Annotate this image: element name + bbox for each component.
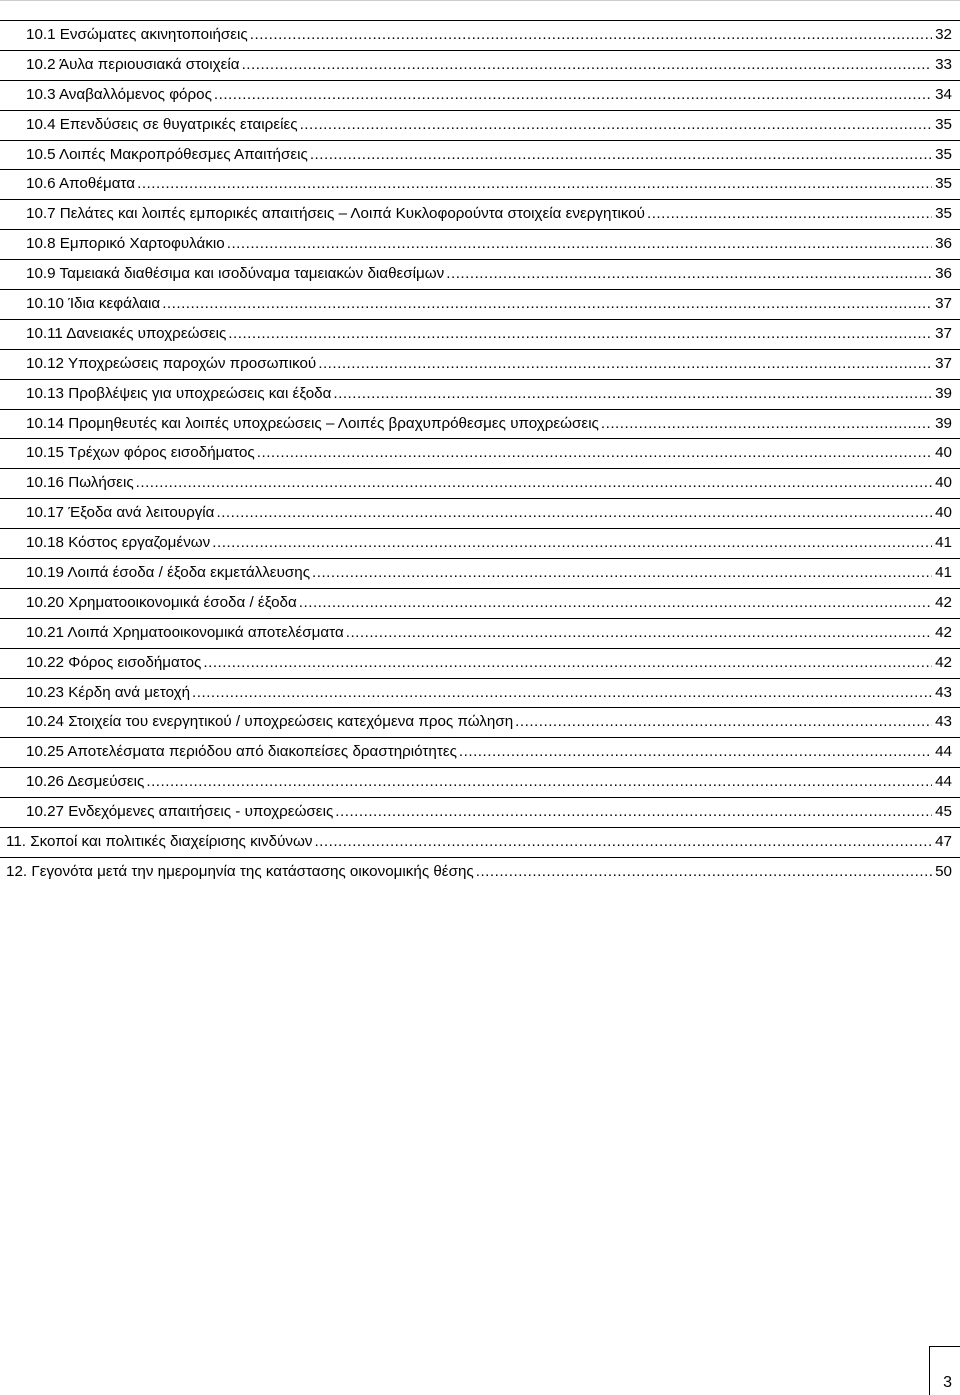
toc-entry-line xyxy=(26,25,952,45)
toc-entry-title[interactable]: 10.14 Προμηθευτές και λοιπές υποχρεώσεις – Λοιπές βραχυπρόθεσμες υποχρεώσεις xyxy=(26,414,599,432)
toc-entry-title[interactable]: 10.13 Προβλέψεις για υποχρεώσεις και έξοδα xyxy=(26,384,332,402)
toc-entry-page[interactable]: 44 xyxy=(935,773,952,791)
toc-entry[interactable] xyxy=(0,169,960,199)
toc-entry-title[interactable]: 10.16 Πωλήσεις xyxy=(26,474,134,492)
toc-dot-leader xyxy=(212,533,932,553)
toc-entry[interactable] xyxy=(0,438,960,468)
toc-entry-title[interactable]: 10.2 Άυλα περιουσιακά στοιχεία xyxy=(26,55,240,73)
toc-entry[interactable] xyxy=(0,319,960,349)
toc-dot-leader xyxy=(318,354,932,374)
toc-entry-title[interactable]: 10.4 Επενδύσεις σε θυγατρικές εταιρείες xyxy=(26,115,298,133)
toc-dot-leader xyxy=(192,683,932,703)
toc-entry-page[interactable]: 34 xyxy=(935,85,952,103)
toc-entry-page[interactable]: 44 xyxy=(935,743,952,761)
toc-entry-line xyxy=(26,294,952,314)
toc-entry[interactable] xyxy=(0,20,960,50)
toc-entry-page[interactable]: 32 xyxy=(935,26,952,43)
toc-dot-leader xyxy=(314,832,932,852)
toc-dot-leader xyxy=(647,204,932,224)
toc-entry-page[interactable]: 36 xyxy=(935,235,952,253)
toc-entry-page[interactable]: 43 xyxy=(935,683,952,701)
toc-entry-line xyxy=(6,832,952,852)
toc-entry-page[interactable]: 39 xyxy=(935,384,952,402)
toc-entry-page[interactable]: 40 xyxy=(935,444,952,462)
toc-entry-page[interactable]: 35 xyxy=(935,175,952,193)
toc-entry[interactable] xyxy=(0,767,960,797)
toc-entry-title[interactable]: 10.6 Αποθέματα xyxy=(26,175,136,193)
toc-entry[interactable] xyxy=(0,528,960,558)
toc-entry[interactable] xyxy=(0,678,960,708)
toc-entry-page[interactable]: 36 xyxy=(935,265,952,283)
toc-entry-page[interactable]: 35 xyxy=(935,145,952,163)
toc-dot-leader xyxy=(257,443,932,463)
toc-entry[interactable] xyxy=(0,229,960,259)
toc-entry-line xyxy=(26,653,952,673)
toc-entry-line xyxy=(26,712,952,732)
toc-entry-line xyxy=(26,623,952,643)
toc-entry-line xyxy=(26,234,952,254)
toc-entry[interactable] xyxy=(0,648,960,678)
toc-entry-line xyxy=(26,55,952,75)
toc-entry[interactable] xyxy=(0,349,960,379)
toc-entry-line xyxy=(26,593,952,613)
toc-entry[interactable] xyxy=(0,80,960,110)
toc-entry[interactable] xyxy=(0,558,960,588)
toc-entry-title[interactable]: 10.11 Δανειακές υποχρεώσεις xyxy=(26,324,227,342)
toc-entry-title[interactable]: 10.21 Λοιπά Χρηματοοικονομικά αποτελέσματα xyxy=(26,623,344,641)
toc-entry-title[interactable]: 10.15 Τρέχων φόρος εισοδήματος xyxy=(26,444,255,462)
toc-entry-title[interactable]: 10.8 Εμπορικό Χαρτοφυλάκιο xyxy=(26,235,225,253)
toc-entry-title[interactable]: 10.22 Φόρος εισοδήματος xyxy=(26,653,202,671)
toc-dot-leader xyxy=(228,324,932,344)
toc-dot-leader xyxy=(162,294,932,314)
toc-entry-title[interactable]: 12. Γεγονότα μετά την ημερομηνία της κατάστασης οικονομικής θέσης xyxy=(6,862,474,880)
toc-entry-page[interactable]: 41 xyxy=(935,534,952,552)
toc-entry-line xyxy=(26,503,952,523)
toc-entry-title[interactable]: 10.1 Ενσώματες ακινητοποιήσεις xyxy=(26,26,248,43)
toc-entry-line xyxy=(26,204,952,224)
toc-entry-page[interactable]: 43 xyxy=(935,713,952,731)
toc-entry-page[interactable]: 35 xyxy=(935,115,952,133)
toc-dot-leader xyxy=(346,623,932,643)
toc-entry-line xyxy=(26,473,952,493)
toc-entry-line xyxy=(26,563,952,583)
toc-dot-leader xyxy=(227,234,932,254)
toc-entry-line xyxy=(26,324,952,344)
toc-entry-page[interactable]: 33 xyxy=(935,55,952,73)
toc-entry-line xyxy=(26,443,952,463)
toc-entry-page[interactable]: 39 xyxy=(935,414,952,432)
toc-dot-leader xyxy=(601,414,932,434)
toc-entry-line xyxy=(26,802,952,822)
toc-entry-line xyxy=(26,354,952,374)
toc-entry-page[interactable]: 41 xyxy=(935,564,952,582)
toc-entry-title[interactable]: 10.10 Ίδια κεφάλαια xyxy=(26,295,161,313)
toc-entry-title[interactable]: 10.26 Δεσμεύσεις xyxy=(26,773,145,791)
toc-entry-title[interactable]: 10.23 Κέρδη ανά μετοχή xyxy=(26,683,191,701)
toc-dot-leader xyxy=(136,473,932,493)
toc-entry[interactable] xyxy=(0,379,960,409)
toc-entry-page[interactable]: 37 xyxy=(935,324,952,342)
footer-rule-vertical xyxy=(929,1346,930,1395)
toc-entry-line xyxy=(26,384,952,404)
toc-entry-title[interactable]: 10.25 Αποτελέσματα περιόδου από διακοπείσες δραστηριότητες xyxy=(26,743,457,761)
toc-entry-title[interactable]: 10.20 Χρηματοοικονομικά έσοδα / έξοδα xyxy=(26,593,297,611)
toc-entry-page[interactable]: 37 xyxy=(935,354,952,372)
toc-entry-line xyxy=(26,145,952,165)
page-top-edge xyxy=(0,0,960,1)
toc-entry-title[interactable]: 10.18 Κόστος εργαζομένων xyxy=(26,534,211,552)
toc-entry-title[interactable]: 10.5 Λοιπές Μακροπρόθεσμες Απαιτήσεις xyxy=(26,145,308,163)
toc-entry-line xyxy=(26,85,952,105)
toc-dot-leader xyxy=(203,653,932,673)
toc-dot-leader xyxy=(515,712,932,732)
toc-entry-page[interactable]: 37 xyxy=(935,295,952,313)
toc-entry[interactable] xyxy=(0,588,960,618)
toc-entry[interactable] xyxy=(0,50,960,80)
toc-entry[interactable] xyxy=(0,199,960,229)
toc-entry-page[interactable]: 47 xyxy=(935,833,952,851)
toc-entry-page[interactable]: 40 xyxy=(935,504,952,522)
toc-entry-title[interactable]: 10.12 Υποχρεώσεις παροχών προσωπικού xyxy=(26,354,317,372)
toc-dot-leader xyxy=(137,174,932,194)
table-of-contents xyxy=(0,20,960,887)
toc-dot-leader xyxy=(476,862,932,882)
toc-entry-title[interactable]: 10.17 Έξοδα ανά λειτουργία xyxy=(26,504,215,522)
toc-entry-line xyxy=(26,742,952,762)
toc-entry-page[interactable]: 50 xyxy=(935,862,952,880)
toc-entry-line xyxy=(26,414,952,434)
toc-dot-leader xyxy=(299,593,932,613)
toc-entry-title[interactable]: 10.9 Ταμειακά διαθέσιμα και ισοδύναμα ταμειακών διαθεσίμων xyxy=(26,265,445,283)
toc-entry[interactable] xyxy=(0,140,960,170)
toc-dot-leader xyxy=(146,772,932,792)
toc-dot-leader xyxy=(214,85,932,105)
toc-entry-page[interactable]: 42 xyxy=(935,623,952,641)
toc-entry-page[interactable]: 42 xyxy=(935,653,952,671)
toc-dot-leader xyxy=(216,503,932,523)
page-number: 3 xyxy=(943,1374,952,1391)
toc-entry[interactable] xyxy=(0,797,960,827)
toc-entry-line xyxy=(26,115,952,135)
toc-dot-leader xyxy=(446,264,932,284)
toc-entry[interactable] xyxy=(0,110,960,140)
toc-entry-line xyxy=(26,174,952,194)
toc-entry-title[interactable]: 10.27 Ενδεχόμενες απαιτήσεις - υποχρεώσεις xyxy=(26,803,334,821)
toc-entry-title[interactable]: 11. Σκοποί και πολιτικές διαχείρισης κινδύνων xyxy=(6,833,313,851)
toc-entry-line xyxy=(6,862,952,882)
toc-entry[interactable] xyxy=(0,737,960,767)
toc-entry-title[interactable]: 10.24 Στοιχεία του ενεργητικού / υποχρεώσεις κατεχόμενα προς πώληση xyxy=(26,713,514,731)
toc-entry-title[interactable]: 10.19 Λοιπά έσοδα / έξοδα εκμετάλλευσης xyxy=(26,564,311,582)
toc-entry[interactable] xyxy=(0,857,960,887)
toc-dot-leader xyxy=(312,563,932,583)
toc-entry[interactable] xyxy=(0,468,960,498)
toc-dot-leader xyxy=(242,55,932,75)
toc-dot-leader xyxy=(300,115,932,135)
toc-entry-line xyxy=(26,533,952,553)
toc-entry-page[interactable]: 42 xyxy=(935,593,952,611)
toc-entry[interactable] xyxy=(0,409,960,439)
toc-entry-title[interactable]: 10.3 Αναβαλλόμενος φόρος xyxy=(26,85,212,103)
toc-entry[interactable] xyxy=(0,259,960,289)
toc-dot-leader xyxy=(333,384,932,404)
toc-entry-page[interactable]: 40 xyxy=(935,474,952,492)
toc-entry-page[interactable]: 45 xyxy=(935,803,952,821)
toc-entry[interactable] xyxy=(0,289,960,319)
toc-entry-page[interactable]: 35 xyxy=(935,205,952,223)
toc-dot-leader xyxy=(310,145,932,165)
toc-entry[interactable] xyxy=(0,707,960,737)
footer-rule-horizontal xyxy=(929,1346,960,1347)
toc-dot-leader xyxy=(459,742,932,762)
toc-entry-title[interactable]: 10.7 Πελάτες και λοιπές εμπορικές απαιτήσεις – Λοιπά Κυκλοφορούντα στοιχεία ενεργητικού xyxy=(26,205,645,223)
toc-entry[interactable] xyxy=(0,827,960,857)
toc-entry-line xyxy=(26,683,952,703)
toc-entry-line xyxy=(26,264,952,284)
toc-dot-leader xyxy=(250,25,932,45)
toc-entry[interactable] xyxy=(0,498,960,528)
toc-dot-leader xyxy=(335,802,932,822)
toc-entry-line xyxy=(26,772,952,792)
toc-entry[interactable] xyxy=(0,618,960,648)
